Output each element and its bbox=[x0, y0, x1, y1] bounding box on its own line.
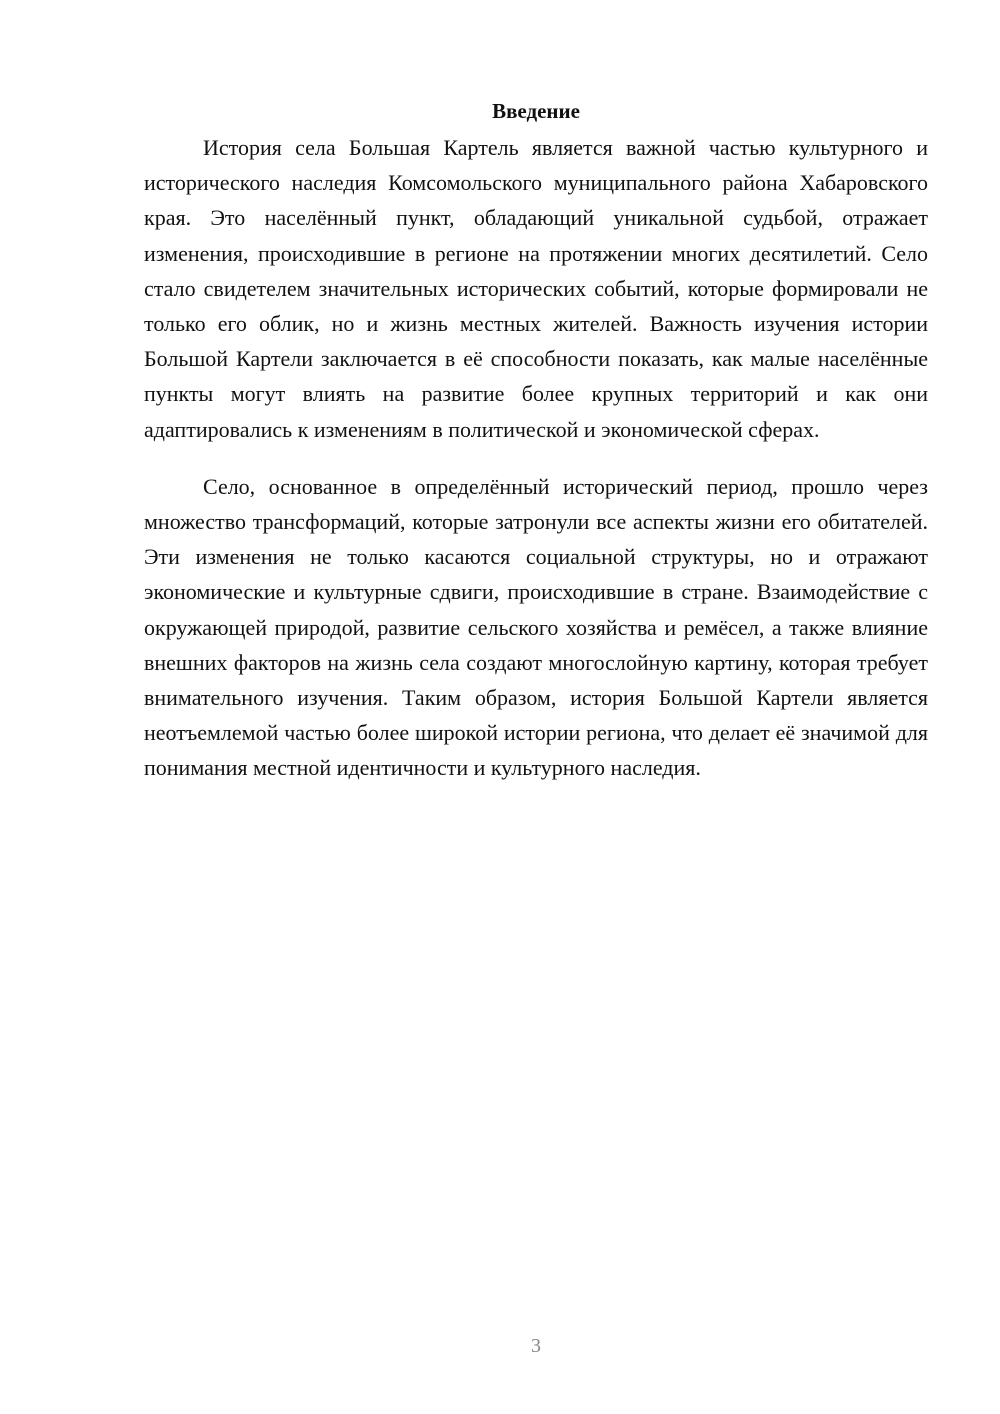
page-number: 3 bbox=[531, 1335, 541, 1357]
page-content bbox=[144, 96, 928, 786]
paragraph-1: История села Большая Картель является важной частью культурного и исторического наследия Комсомольского муниципального района Хабаровского края. Это населённый пункт, обладающий уникальной судьбой, отражает изменения, происходившие в регионе на протяжении многих десятилетий. Село стало свидетелем значительных исторических событий, которые формировали не только его облик, но и жизнь местных жителей. Важность изучения истории Большой Картели заключается в её способности показать, как малые населённые пункты могут влиять на развитие более крупных территорий и как они адаптировались к изменениям в политической и экономической сферах. bbox=[144, 135, 928, 442]
paragraph-2: Село, основанное в определённый исторический период, прошло через множество трансформаций, которые затронули все аспекты жизни его обитателей. Эти изменения не только касаются социальной структуры, но и отражают экономические и культурные сдвиги, происходившие в стране. Взаимодействие с окружающей природой, развитие сельского хозяйства и ремёсел, а также влияние внешних факторов на жизнь села создают многослойную картину, которая требует внимательного изучения. Таким образом, история Большой Картели является неотъемлемой частью более широкой истории региона, что делает её значимой для понимания местной идентичности и культурного наследия. bbox=[144, 473, 928, 781]
section-heading: Введение bbox=[492, 99, 580, 123]
